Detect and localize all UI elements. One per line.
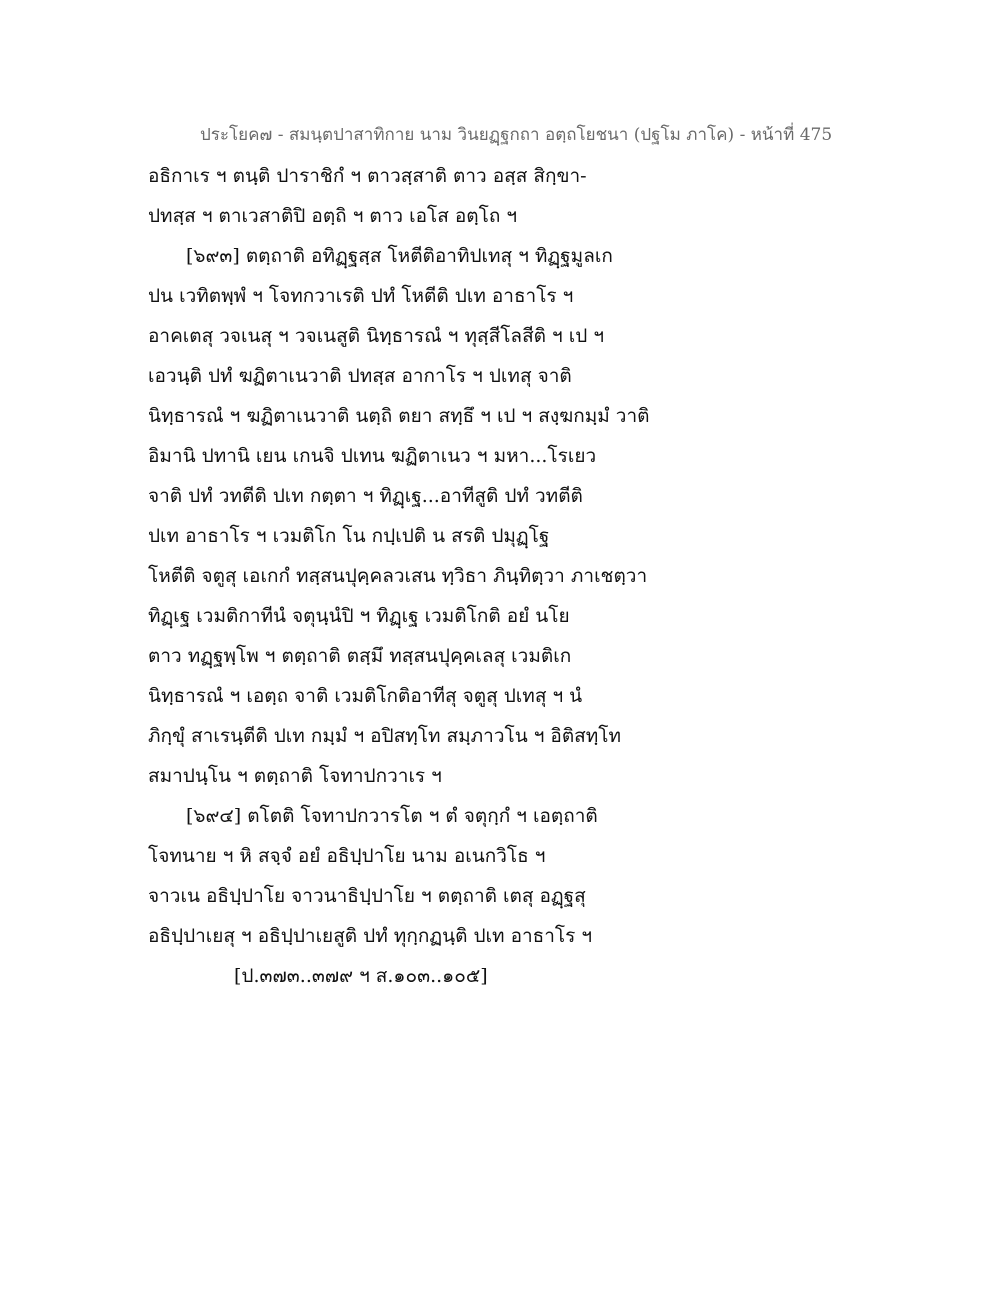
text-line: อธิกาเร ฯ ตนฺติ ปาราชิกํ ฯ ตาวสฺสาติ ตาว อสฺส สิกฺขา- bbox=[148, 165, 587, 187]
text-line: ภิกฺขุํ สาเรนฺตีติ ปเท กมฺมํ ฯ อปิสทฺโท สมฺภาวโน ฯ อิติสทฺโท bbox=[148, 725, 622, 747]
text-line: นิทฺธารณํ ฯ เอตฺถ จาติ เวมติโกติอาทีสุ จตูสุ ปเทสุ ฯ นํ bbox=[148, 685, 583, 707]
text-line: ปน เวทิตพฺพํ ฯ โจทกวาเรติ ปทํ โหตีติ ปเท อาธาโร ฯ bbox=[148, 285, 574, 307]
reference-line: [ป.๓๗๓..๓๗๙ ฯ ส.๑๐๓..๑๐๕] bbox=[234, 965, 488, 987]
text-line: โหตีติ จตูสุ เอเกกํ ทสฺสนปุคฺคลวเสน ทฺวิธา ภินฺทิตฺวา ภาเชตฺวา bbox=[148, 565, 648, 587]
text-line: โจทนาย ฯ หิ สจฺจํ อยํ อธิปฺปาโย นาม อเนกวิโธ ฯ bbox=[148, 845, 546, 867]
page-body bbox=[148, 156, 868, 996]
text-line: จาติ ปทํ วทตีติ ปเท กตฺตา ฯ ทิฏฺเฐ...อาทีสูติ ปทํ วทตีติ bbox=[148, 485, 583, 507]
page-header: ประโยค๗ - สมนฺตปาสาทิกาย นาม วินยฏฺฐกถา อตฺถโยชนา (ปฐโม ภาโค) - หน้าที่ 475 bbox=[200, 125, 833, 145]
text-line: จาวเน อธิปฺปาโย จาวนาธิปฺปาโย ฯ ตตฺถาติ เตสุ อฏฺฐสุ bbox=[148, 885, 586, 907]
text-line: ปเท อาธาโร ฯ เวมติโก โน กปฺเปติ น สรติ ปมุฏฺโฐ bbox=[148, 525, 550, 547]
paragraph-start-line: [๖๙๔] ตโตติ โจทาปกวารโต ฯ ตํ จตุกฺกํ ฯ เอตฺถาติ bbox=[186, 805, 598, 827]
text-line: ตาว ทฏฺฐพฺโพ ฯ ตตฺถาติ ตสฺมึ ทสฺสนปุคฺคเลสุ เวมติเก bbox=[148, 645, 572, 667]
text-line: นิทฺธารณํ ฯ ฆฏิตาเนวาติ นตฺถิ ตยา สทฺธึ ฯ เป ฯ สงฺฆกมฺมํ วาติ bbox=[148, 405, 650, 427]
text-line: สมาปนฺโน ฯ ตตฺถาติ โจทาปกวาเร ฯ bbox=[148, 765, 442, 787]
text-line: ทิฏฺเฐ เวมติกาทีนํ จตุนฺนํปิ ฯ ทิฏฺเฐ เวมติโกติ อยํ นโย bbox=[148, 605, 570, 627]
text-line: เอวนฺติ ปทํ ฆฏิตาเนวาติ ปทสฺส อากาโร ฯ ปเทสุ จาติ bbox=[148, 365, 572, 387]
text-line: ปทสฺส ฯ ตาเวสาติปิ อตฺถิ ฯ ตาว เอโส อตฺโถ ฯ bbox=[148, 205, 518, 227]
paragraph-start-line: [๖๙๓] ตตฺถาติ อทิฏฺฐสฺส โหตีติอาทิปเทสุ ฯ ทิฏฺฐมูลเก bbox=[186, 245, 613, 267]
text-line: อาคเตสุ วจเนสุ ฯ วจเนสูติ นิทฺธารณํ ฯ ทุสฺสีโลสีติ ฯ เป ฯ bbox=[148, 325, 605, 347]
text-line: อิมานิ ปทานิ เยน เกนจิ ปเทน ฆฏิตาเนว ฯ มหา...โรเยว bbox=[148, 445, 597, 467]
text-line: อธิปฺปาเยสุ ฯ อธิปฺปาเยสูติ ปทํ ทุกฺกฏนฺติ ปเท อาธาโร ฯ bbox=[148, 925, 593, 947]
